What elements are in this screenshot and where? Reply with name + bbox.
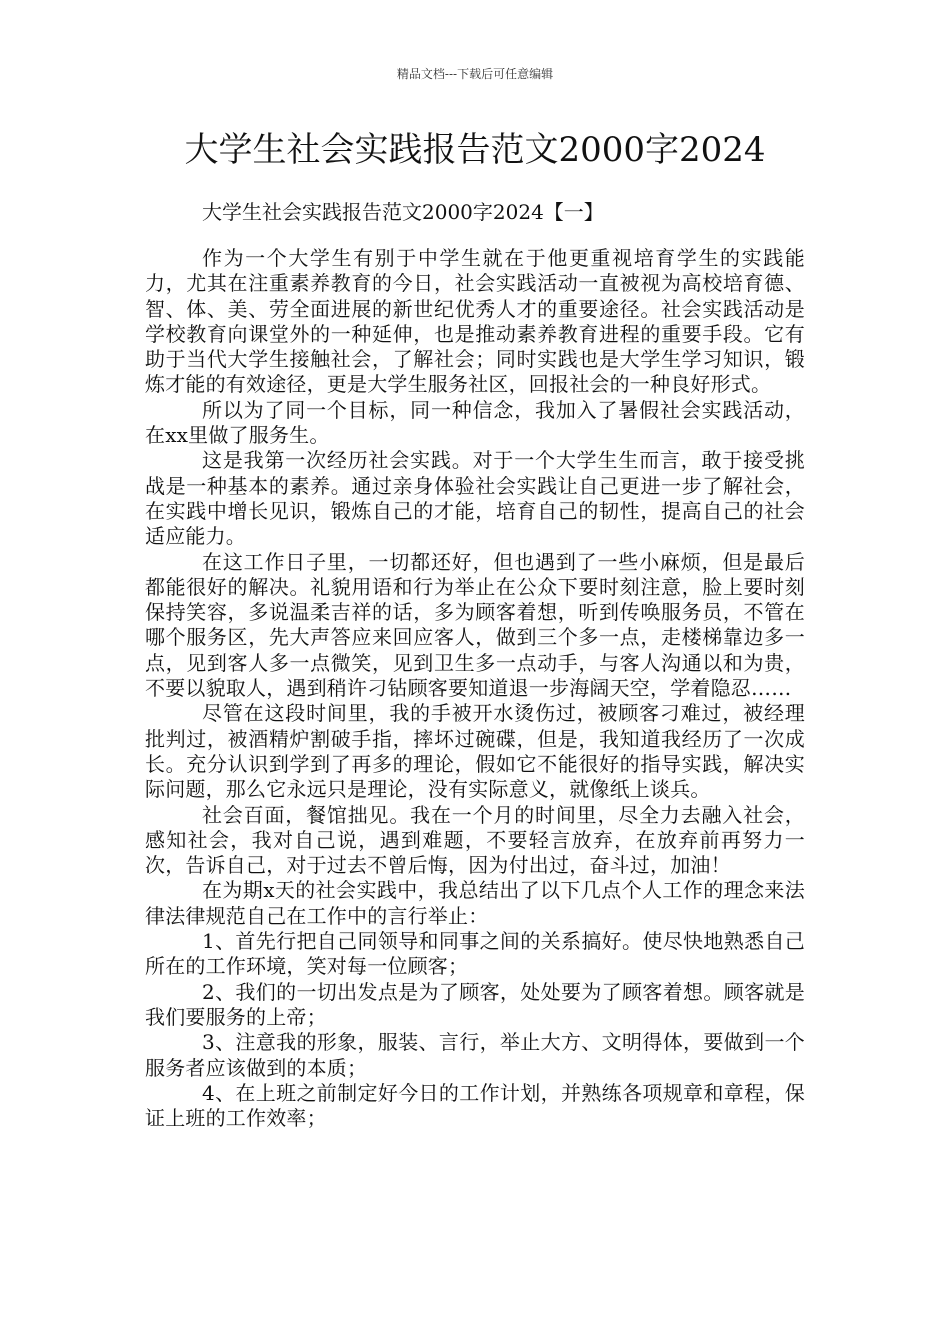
list-item: 1、首先行把自己同领导和同事之间的关系搞好。使尽快地熟悉自己所在的工作环境，笑对每一位顾客；	[145, 929, 805, 979]
paragraph: 作为一个大学生有别于中学生就在于他更重视培育学生的实践能力，尤其在注重素养教育的今日，社会实践活动一直被视为高校培育德、智、体、美、劳全面进展的新世纪优秀人才的重要途径。社会实践活动是学校教育向课堂外的一种延伸，也是推动素养教育进程的重要手段。它有助于当代大学生接触社会，了解社会；同时实践也是大学生学习知识，锻炼才能的有效途径，更是大学生服务社区，回报社会的一种良好形式。	[145, 246, 805, 397]
list-item: 2、我们的一切出发点是为了顾客，处处要为了顾客着想。顾客就是我们要服务的上帝；	[145, 979, 805, 1029]
section-subtitle: 大学生社会实践报告范文2000字2024【一】	[202, 200, 604, 224]
document-title: 大学生社会实践报告范文2000字2024	[184, 130, 766, 170]
list-item: 4、在上班之前制定好今日的工作计划，并熟练各项规章和章程，保证上班的工作效率；	[145, 1080, 805, 1131]
paragraph: 所以为了同一个目标，同一种信念，我加入了暑假社会实践活动，在xx里做了服务生。	[145, 397, 805, 448]
list-item: 3、注意我的形象，服装、言行，举止大方、文明得体，要做到一个服务者应该做到的本质；	[145, 1030, 805, 1080]
paragraph: 在这工作日子里，一切都还好，但也遇到了一些小麻烦，但是最后都能很好的解决。礼貌用语和行为举止在公众下要时刻注意，脸上要时刻保持笑容，多说温柔吉祥的话，多为顾客着想，听到传唤服务员，不管在哪个服务区，先大声答应来回应客人，做到三个多一点，走楼梯靠边多一点，见到客人多一点微笑，见到卫生多一点动手，与客人沟通以和为贵，不要以貌取人，遇到稍许刁钻顾客要知道退一步海阔天空，学着隐忍……	[145, 549, 805, 701]
paragraph: 这是我第一次经历社会实践。对于一个大学生生而言，敢于接受挑战是一种基本的素养。通过亲身体验社会实践让自己更进一步了解社会，在实践中增长见识，锻炼自己的才能，培育自己的韧性，提高自己的社会适应能力。	[145, 448, 805, 549]
paragraph: 在为期x天的社会实践中，我总结出了以下几点个人工作的理念来法律法律规范自己在工作中的言行举止：	[145, 878, 805, 928]
paragraph: 社会百面，餐馆拙见。我在一个月的时间里，尽全力去融入社会，感知社会，我对自己说，遇到难题，不要轻言放弃，在放弃前再努力一次，告诉自己，对于过去不曾后悔，因为付出过，奋斗过，加油！	[145, 802, 805, 878]
document-body	[145, 246, 805, 1131]
paragraph: 尽管在这段时间里，我的手被开水烫伤过，被顾客刁难过，被经理批判过，被酒精炉割破手指，摔坏过碗碟，但是，我知道我经历了一次成长。充分认识到学到了再多的理论，假如它不能很好的指导实践，解决实际问题，那么它永远只是理论，没有实际意义，就像纸上谈兵。	[145, 701, 805, 802]
page-header: 精品文档---下载后可任意编辑	[396, 67, 554, 81]
